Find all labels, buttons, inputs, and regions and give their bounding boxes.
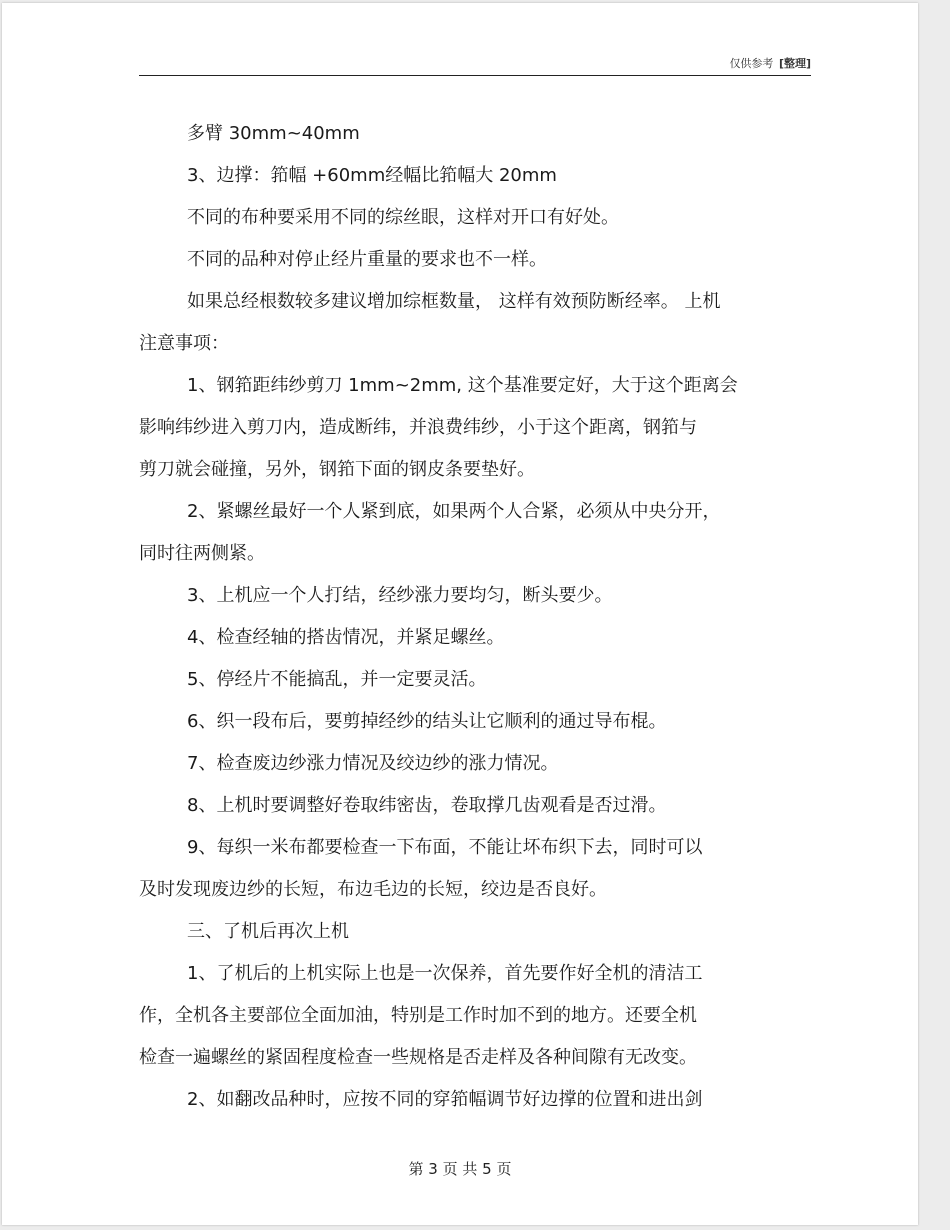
paragraph — [139, 365, 819, 491]
paragraph — [139, 113, 819, 155]
paragraph — [139, 827, 819, 911]
page-header — [139, 56, 811, 76]
page-footer: 第 3 页 共 5 页 — [408, 1160, 512, 1178]
paragraph-line: 剪刀就会碰撞，另外，钢筘下面的钢皮条要垫好。 — [139, 459, 535, 480]
paragraph-line: 7、检查废边纱涨力情况及绞边纱的涨力情况。 — [187, 753, 559, 774]
paragraph — [139, 785, 819, 827]
paragraph — [139, 155, 819, 197]
paragraph — [139, 953, 819, 1079]
header-text: 仅供参考 — [729, 57, 774, 70]
paragraph-line: 检查一遍螺丝的紧固程度检查一些规格是否走样及各种间隙有无改变。 — [139, 1047, 697, 1068]
paragraph-line: 如果总经根数较多建议增加综框数量， 这样有效预防断经率。 上机 — [187, 291, 721, 312]
paragraph-line: 影响纬纱进入剪刀内，造成断纬，并浪费纬纱，小于这个距离，钢筘与 — [139, 417, 697, 438]
paragraph-line: 8、上机时要调整好卷取纬密齿，卷取撑几齿观看是否过滑。 — [187, 795, 667, 816]
paragraph-line: 不同的布种要采用不同的综丝眼，这样对开口有好处。 — [187, 207, 619, 228]
paragraph — [139, 1079, 819, 1121]
document-body — [139, 113, 819, 1121]
paragraph-line: 三、了机后再次上机 — [187, 921, 349, 942]
paragraph-line: 多臂 30mm~40mm — [187, 123, 360, 144]
paragraph — [139, 239, 819, 281]
paragraph-line: 6、织一段布后，要剪掉经纱的结头让它顺利的通过导布棍。 — [187, 711, 667, 732]
paragraph-line: 注意事项： — [139, 333, 229, 354]
paragraph — [139, 659, 819, 701]
paragraph-line: 作，全机各主要部位全面加油，特别是工作时加不到的地方。还要全机 — [139, 1005, 697, 1026]
paragraph-line: 3、上机应一个人打结，经纱涨力要均匀，断头要少。 — [187, 585, 613, 606]
paragraph — [139, 617, 819, 659]
document-page — [2, 3, 918, 1225]
paragraph-line: 不同的品种对停止经片重量的要求也不一样。 — [187, 249, 547, 270]
paragraph-line: 2、紧螺丝最好一个人紧到底，如果两个人合紧，必须从中央分开， — [187, 501, 721, 522]
paragraph-line: 4、检查经轴的搭齿情况，并紧足螺丝。 — [187, 627, 505, 648]
paragraph — [139, 491, 819, 575]
header-tag: [整理] — [778, 57, 811, 70]
paragraph — [139, 281, 819, 365]
paragraph-line: 5、停经片不能搞乱，并一定要灵活。 — [187, 669, 487, 690]
paragraph-line: 3、边撑：筘幅 +60mm经幅比筘幅大 20mm — [187, 165, 557, 186]
paragraph — [139, 911, 819, 953]
paragraph-line: 及时发现废边纱的长短，布边毛边的长短，绞边是否良好。 — [139, 879, 607, 900]
paragraph-line: 1、了机后的上机实际上也是一次保养，首先要作好全机的清洁工 — [187, 963, 703, 984]
paragraph-line: 9、每织一米布都要检查一下布面，不能让坏布织下去，同时可以 — [187, 837, 703, 858]
paragraph — [139, 575, 819, 617]
paragraph-line: 1、钢筘距纬纱剪刀 1mm~2mm, 这个基准要定好，大于这个距离会 — [187, 375, 738, 396]
paragraph — [139, 701, 819, 743]
paragraph — [139, 743, 819, 785]
paragraph — [139, 197, 819, 239]
paragraph-line: 同时往两侧紧。 — [139, 543, 265, 564]
paragraph-line: 2、如翻改品种时，应按不同的穿筘幅调节好边撑的位置和进出剑 — [187, 1089, 703, 1110]
